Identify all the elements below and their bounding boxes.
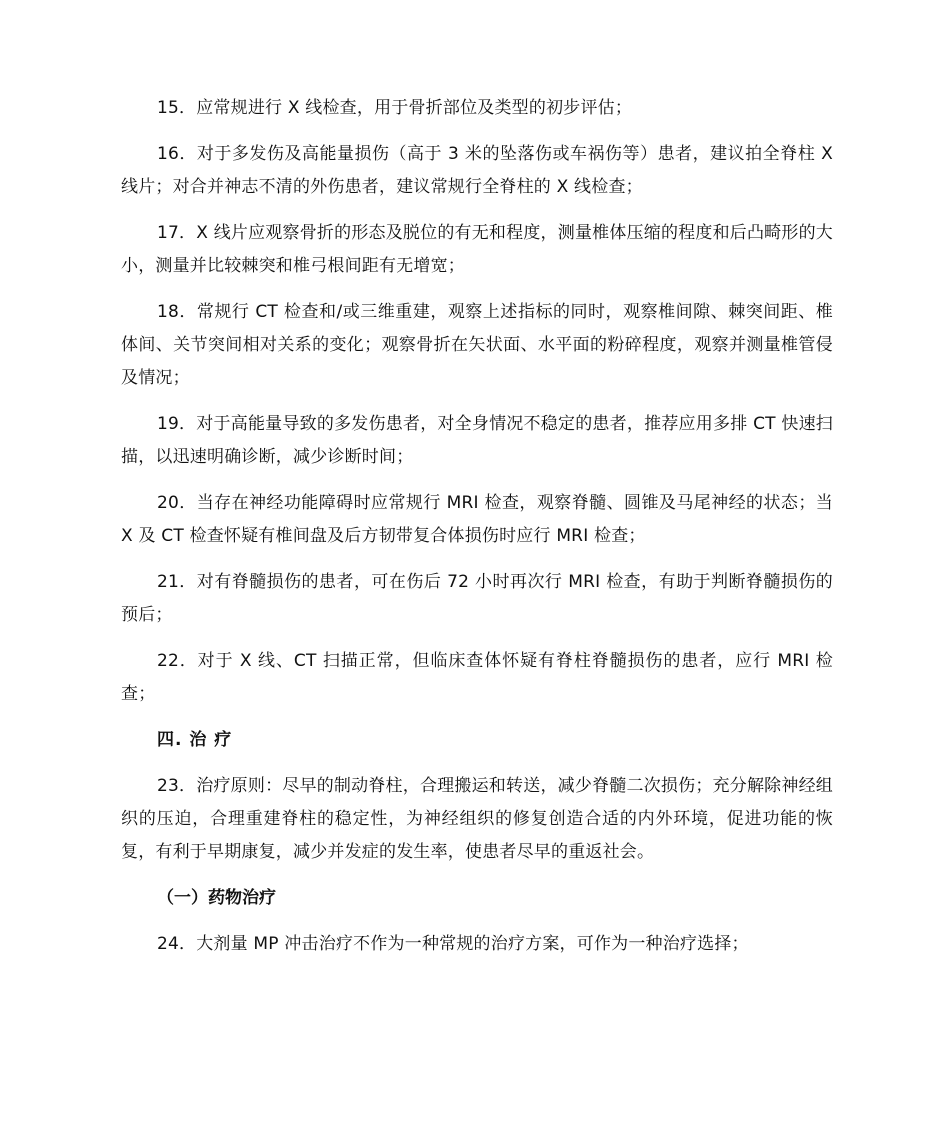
paragraph-24: 24．大剂量 MP 冲击治疗不作为一种常规的治疗方案，可作为一种治疗选择；	[157, 934, 749, 954]
paragraph-20: 20．当存在神经功能障碍时应常规行 MRI 检查，观察脊髓、圆锥及马尾神经的状态；当 X 及 CT 检查怀疑有椎间盘及后方韧带复合体损伤时应行 MRI 检查；	[121, 493, 833, 546]
document-body	[121, 92, 833, 974]
paragraph-21: 21．对有脊髓损伤的患者，可在伤后 72 小时再次行 MRI 检查，有助于判断脊髓损伤的预后；	[121, 572, 833, 625]
paragraph-17: 17．X 线片应观察骨折的形态及脱位的有无和程度，测量椎体压缩的程度和后凸畸形的大小，测量并比较棘突和椎弓根间距有无增宽；	[121, 223, 833, 276]
paragraph-19: 19．对于高能量导致的多发伤患者，对全身情况不稳定的患者，推荐应用多排 CT 快速扫描，以迅速明确诊断，减少诊断时间；	[121, 414, 833, 467]
section-heading-treatment: 四. 治 疗	[157, 730, 233, 750]
subsection-heading-drug-therapy: （一）药物治疗	[157, 888, 276, 908]
paragraph-23: 23．治疗原则：尽早的制动脊柱，合理搬运和转送，减少脊髓二次损伤；充分解除神经组织的压迫，合理重建脊柱的稳定性，为神经组织的修复创造合适的内外环境，促进功能的恢复，有利于早期康复，减少并发症的发生率，使患者尽早的重返社会。	[121, 776, 833, 862]
paragraph-16: 16．对于多发伤及高能量损伤（高于 3 米的坠落伤或车祸伤等）患者，建议拍全脊柱 X 线片；对合并神志不清的外伤患者，建议常规行全脊柱的 X 线检查；	[121, 144, 833, 197]
paragraph-15: 15．应常规进行 X 线检查，用于骨折部位及类型的初步评估；	[157, 98, 633, 118]
paragraph-22: 22．对于 X 线、CT 扫描正常，但临床查体怀疑有脊柱脊髓损伤的患者，应行 MRI 检查；	[121, 651, 833, 704]
paragraph-18: 18．常规行 CT 检查和/或三维重建，观察上述指标的同时，观察椎间隙、棘突间距、椎体间、关节突间相对关系的变化；观察骨折在矢状面、水平面的粉碎程度，观察并测量椎管侵及情况；	[121, 302, 833, 388]
